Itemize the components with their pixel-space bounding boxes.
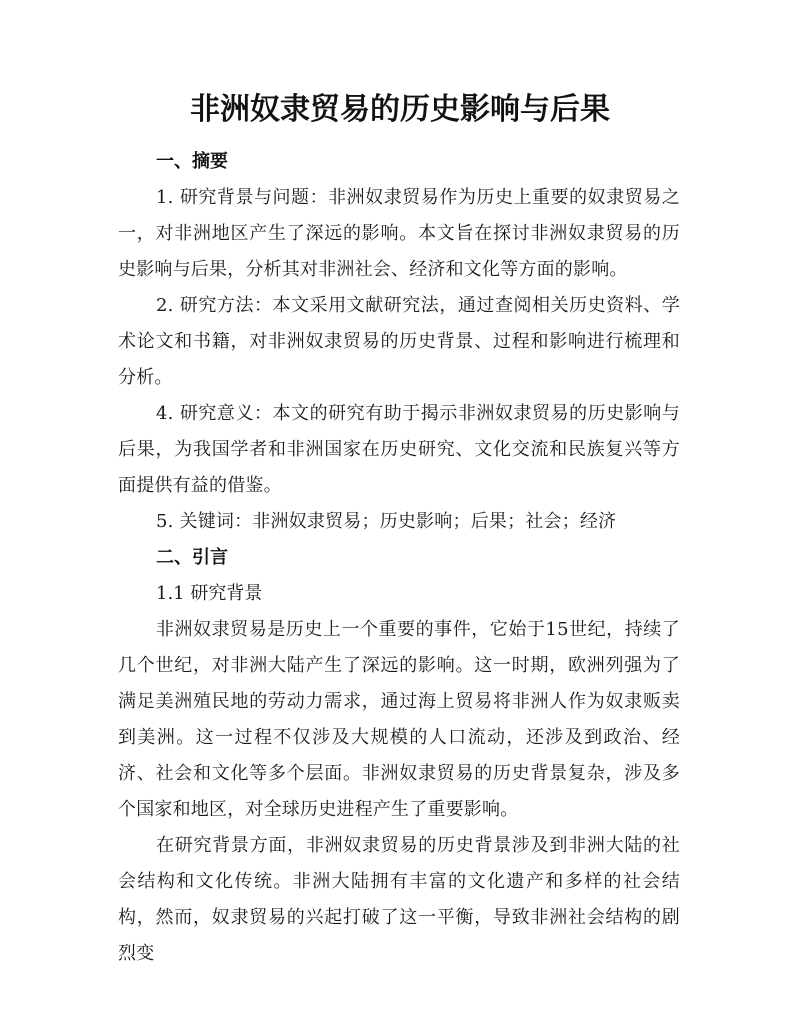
- abstract-item-method: 2. 研究方法：本文采用文献研究法，通过查阅相关历史资料、学术论文和书籍，对非洲奴隶贸易的历史背景、过程和影响进行梳理和分析。: [118, 295, 680, 388]
- document-title: 非洲奴隶贸易的历史影响与后果: [190, 92, 610, 127]
- document-body: [118, 144, 680, 972]
- abstract-item-background: 1. 研究背景与问题：非洲奴隶贸易作为历史上重要的奴隶贸易之一，对非洲地区产生了深远的影响。本文旨在探讨非洲奴隶贸易的历史影响与后果，分析其对非洲社会、经济和文化等方面的影响。: [118, 187, 680, 280]
- abstract-heading: 一、摘要: [156, 151, 228, 172]
- introduction-paragraph: 在研究背景方面，非洲奴隶贸易的历史背景涉及到非洲大陆的社会结构和文化传统。非洲大陆拥有丰富的文化遗产和多样的社会结构，然而，奴隶贸易的兴起打破了这一平衡，导致非洲社会结构的剧烈变: [118, 835, 680, 964]
- research-background-subheading: 1.1 研究背景: [156, 583, 263, 604]
- abstract-item-significance: 4. 研究意义：本文的研究有助于揭示非洲奴隶贸易的历史影响与后果，为我国学者和非洲国家在历史研究、文化交流和民族复兴等方面提供有益的借鉴。: [118, 403, 680, 496]
- introduction-paragraph: 非洲奴隶贸易是历史上一个重要的事件，它始于15世纪，持续了几个世纪，对非洲大陆产生了深远的影响。这一时期，欧洲列强为了满足美洲殖民地的劳动力需求，通过海上贸易将非洲人作为奴隶贩卖到美洲。这一过程不仅涉及大规模的人口流动，还涉及到政治、经济、社会和文化等多个层面。非洲奴隶贸易的历史背景复杂，涉及多个国家和地区，对全球历史进程产生了重要影响。: [118, 619, 680, 820]
- introduction-heading: 二、引言: [156, 547, 228, 568]
- abstract-item-keywords: 5. 关键词：非洲奴隶贸易；历史影响；后果；社会；经济: [156, 511, 617, 532]
